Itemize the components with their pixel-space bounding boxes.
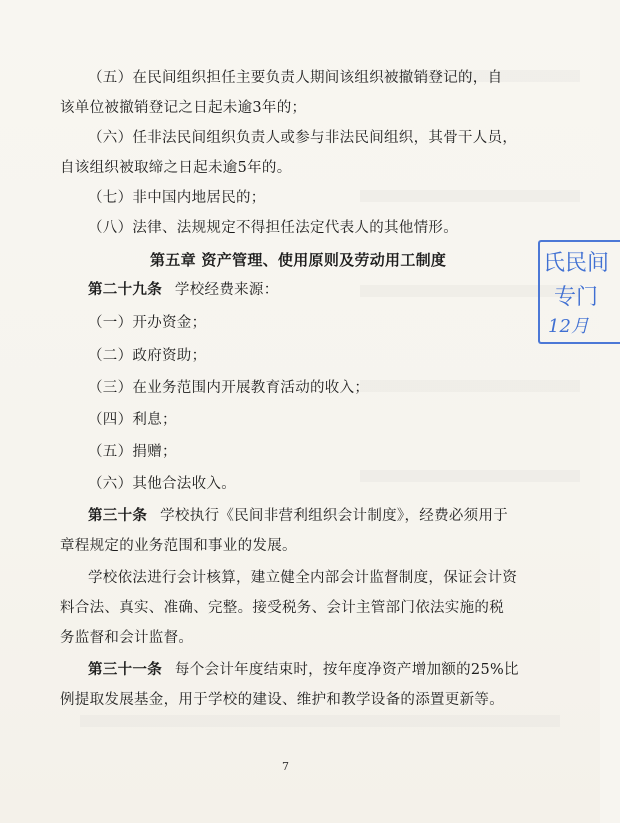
accounting-paragraph-line-1: 学校依法进行会计核算，建立健全内部会计监督制度，保证会计资 bbox=[88, 570, 518, 586]
bleed-through-texture bbox=[360, 470, 580, 482]
article-30-label: 第三十条 bbox=[88, 507, 148, 524]
article-29-item-2: （二）政府资助； bbox=[88, 348, 207, 364]
article-29-label: 第二十九条 bbox=[88, 281, 162, 298]
article-29-item-3: （三）在业务范围内开展教育活动的收入； bbox=[88, 380, 370, 396]
bleed-through-texture bbox=[80, 715, 560, 727]
article-31-text-1: 每个会计年度结束时，按年度净资产增加额的25%比 bbox=[174, 662, 519, 678]
article-29-item-6: （六）其他合法收入。 bbox=[88, 476, 236, 492]
article-30-text-1: 学校执行《民间非营利组织会计制度》，经费必须用于 bbox=[160, 508, 509, 524]
article-30-line-2: 章程规定的业务范围和事业的发展。 bbox=[60, 538, 297, 554]
clause-5-line-2: 该单位被撤销登记之日起未逾3年的； bbox=[60, 100, 307, 116]
accounting-paragraph-line-3: 务监督和会计监督。 bbox=[60, 630, 194, 646]
stamp-line-2: 专门 bbox=[554, 285, 599, 310]
article-31-line-1 bbox=[88, 660, 519, 680]
accounting-paragraph-line-2: 料合法、真实、准确、完整。接受税务、会计主管部门依法实施的税 bbox=[60, 600, 504, 616]
bleed-through-texture bbox=[360, 190, 580, 202]
article-31-label: 第三十一条 bbox=[88, 661, 162, 678]
page-number: 7 bbox=[282, 760, 289, 773]
clause-8: （八）法律、法规规定不得担任法定代表人的其他情形。 bbox=[88, 220, 458, 236]
article-31-line-2: 例提取发展基金，用于学校的建设、维护和教学设备的添置更新等。 bbox=[60, 692, 504, 708]
article-29-item-4: （四）利息； bbox=[88, 412, 177, 428]
article-30-line-1 bbox=[88, 506, 508, 526]
article-29-heading bbox=[88, 280, 279, 300]
article-29-item-5: （五）捐赠； bbox=[88, 444, 177, 460]
stamp-line-1: 氏民间 bbox=[543, 251, 610, 276]
clause-5-line-1: （五）在民间组织担任主要负责人期间该组织被撤销登记的，自 bbox=[88, 70, 503, 86]
clause-6-line-1: （六）任非法民间组织负责人或参与非法民间组织，其骨干人员， bbox=[88, 130, 518, 146]
bleed-through-texture bbox=[360, 380, 580, 392]
clause-7: （七）非中国内地居民的； bbox=[88, 190, 266, 206]
article-29-item-1: （一）开办资金； bbox=[88, 315, 207, 331]
clause-6-line-2: 自该组织被取缔之日起未逾5年的。 bbox=[60, 160, 292, 176]
stamp-line-3: 12月 bbox=[548, 316, 589, 337]
article-29-text: 学校经费来源： bbox=[174, 282, 279, 298]
registration-stamp bbox=[538, 240, 610, 340]
chapter-heading: 第五章 资产管理、使用原则及劳动用工制度 bbox=[150, 251, 447, 269]
